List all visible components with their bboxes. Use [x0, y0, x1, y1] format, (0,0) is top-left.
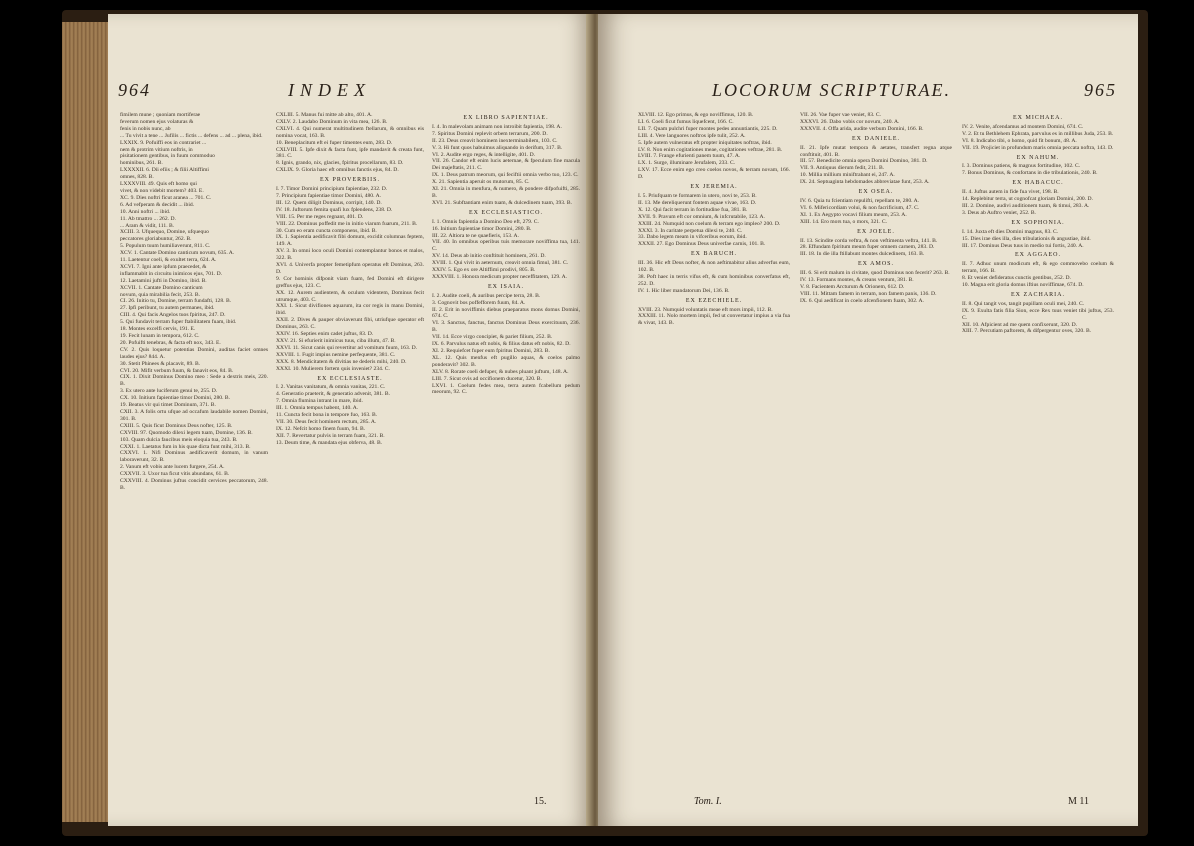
signature-mark: M 11	[1068, 796, 1090, 807]
index-entries: II. 4. Juftus autem in fide fua vivet, 198. B. 14. Replebitur terra, ut cognofcat gloriam Domini, 200. D. III. 2. Domine, audivi auditionem tuam, & timui, 283. A. 3. Deus ab Auftro veniet, 252. B.	[962, 189, 1093, 216]
section-heading: EX ZACHARIA.	[1011, 291, 1065, 298]
index-entries: I. 7. Timor Domini principium fapientiae, 232. D. 7. Principium fapientiae timor Domini, 480. A. III. 12. Quem diligit Dominus, corripit, 140. D. IV. 18. Juftorum femita quafi lux fplendens, 238. D. VIII. 15. Per me reges regnant, 401. D. VIII. 22. Dominus poffedit me in initio viarum fuarum, 211. B. 30. Cum eo eram cuncta componens, ibid. B. IX. 1. Sapientia aedificavit fibi domum, excidit columnas feptem, 149. A. XV. 3. In omni loco oculi Domini contemplantur bonos et malos, 322. B. XVI. 4. Univerfa propter femetipfum operatus eft Dominus, 263. D. 9. Cor hominis difponit viam fuam, fed Domini eft dirigere greffus ejus, 123. C. XX. 12. Aurem audientem, & oculum videntem, Dominus fecit utrumque, 403. C. XXI. 1. Sicut divifiones aquarum, ita cor regis in manu Domini, ibid. XXII. 2. Dives & pauper obviaverunt fibi, utriufque operator eft Dominus, 263. C. XXIV. 16. Septies enim cadet juftus, 83. D. XXV. 21. Si efurierit inimicus tuus, ciba illum, 47. B. XXVI. 11. Sicut canis qui revertitur ad vomitum fuum, 163. D. XXVIII. 1. Fugit impius nemine perfequente, 381. C. XXX. 8. Mendicitatem & divitias ne dederis mihi, 240. D. XXXI. 10. Mulierem fortem quis inveniet? 234. C.	[276, 186, 424, 372]
index-entries: II. 21. Ipfe mutat tempora & aetates, transfert regna atque conftituit, 401. B. III. 57. Benedicite omnia opera Domini Domino, 381. D. VII. 9. Antiquus dierum fedit, 211. B. 10. Millia millium miniftrabant ei, 247. A. IX. 24. Septuaginta hebdomades abbreviatae funt, 253. A.	[800, 144, 952, 186]
left-page	[108, 14, 592, 826]
index-entries: CXLIII. 5. Manus fui mitte ab alto, 401. A. CXLV. 2. Laudabo Dominum in vita mea, 126. B. CXLVI. 4. Qui numerat multitudinem ftellarum, & omnibus eis nomina vocat, 163. B. 10. Beneplacitum eft ei fuper timentes eum, 283. D. CXLVIII. 5. Ipfe dixit & facta funt, ipfe mandavit & creata funt, 381. C. 8. Ignis, grando, nix, glacies, fpiritus procellarum, 83. D. CXLIX. 9. Gloria haec eft omnibus fanctis ejus, 84. D.	[276, 112, 424, 174]
index-entries: XVIII. 23. Numquid voluntatis meae eft mors impii, 112. B. XXXIII. 11. Nolo mortem impii, fed ut convertatur impius a via fua & vivat, 143. B.	[638, 306, 790, 327]
section-heading: EX DANIELE.	[852, 135, 900, 142]
index-entries: III. 36. Hic eft Deus nofter, & non aeftimabitur alius adverfus eum, 102. B. 38. Poft haec in terris vifus eft, & cum hominibus converfatus eft, 252. D. IV. 1. Hic liber mandatorum Dei, 136. B.	[638, 260, 790, 294]
section-heading: EX PROVERBIIS.	[319, 177, 380, 184]
right-column-2	[800, 112, 952, 792]
index-entries: III. 6. Si erit malum in civitate, quod Dominus non fecerit? 263. B. IV. 13. Formans montes, & creans ventum, 381. B. V. 8. Facientem Arcturum & Orionem, 612. D. VIII. 11. Mittam famem in terram, non famem panis, 136. D. IX. 6. Qui aedificat in coelo afcenfionem fuam, 302. A.	[800, 270, 950, 304]
index-entries: VII. 26. Vae fuper vae veniet, 83. C. XXXVI. 26. Dabo vobis cor novum, 240. A. XXXVII. 4. Offa arida, audite verbum Domini, 166. B.	[800, 112, 924, 132]
index-entries: I. 3. Dominus patiens, & magnus fortitudine, 102. C. 7. Bonus Dominus, & confortans in die tribulationis, 240. B.	[962, 163, 1098, 177]
section-heading: EX EZECHIELE.	[685, 297, 743, 304]
index-entries: II. 7. Adhuc unum modicum eft, & ego commovebo coelum & terram, 166. B. 8. Et veniet defideratus cunctis gentibus, 252. D. 10. Magna erit gloria domus iftius noviffimae, 674. D.	[962, 261, 1114, 289]
index-entries: II. 8. Qui tangit vos, tangit pupillam oculi mei, 240. C. IX. 9. Exulta fatis filia Sion, ecce Rex tuus veniet tibi juftus, 253. C. XII. 10. Afpicient ad me quem confixerunt, 320. D. XIII. 7. Percutiam paftorem, & difpergentur oves, 320. B.	[962, 300, 1114, 335]
index-entries: I. 14. Juxta eft dies Domini magnus, 83. C. 15. Dies irae dies illa, dies tribulationis & angustiae, ibid. III. 17. Dominus Deus tuus in medio tui fortis, 240. A.	[962, 228, 1091, 249]
left-column-2	[276, 112, 424, 792]
index-entries: I. 2. Vanitas vanitatum, & omnia vanitas, 221. C. 4. Generatio praeterit, & generatio advenit, 381. B. 7. Omnia flumina intrant in mare, ibid. III. 1. Omnia tempus habent, 140. A. 11. Cuncta fecit bona in tempore fuo, 163. B. VII. 30. Deus fecit hominem rectum, 285. A. IX. 12. Nefcit homo finem fuum, 94. B. XII. 7. Revertatur pulvis in terram fuam, 321. B. 13. Deum time, & mandata ejus obferva, 48. B.	[276, 384, 391, 446]
section-heading: EX ECCLESIASTE.	[317, 375, 383, 382]
left-page-number: 964	[118, 80, 151, 100]
section-heading: EX MICHAEA.	[1013, 115, 1063, 121]
section-heading: EX NAHUM.	[1016, 154, 1060, 161]
section-heading: EX JEREMIA.	[690, 184, 738, 191]
index-entries: II. 13. Scindite corda veftra, & non veftimenta veftra, 141. B. 28. Effundam fpiritum meum fuper omnem carnem, 283. D. III. 18. In die illa ftillabunt montes dulcedinem, 163. B.	[800, 237, 938, 258]
index-entries: I. 1. Omnis fapientia a Domino Deo eft, 279. C. 16. Initium fapientiae timor Domini, 280. B. III. 22. Altiora te ne quaefieris, 153. A. VII. 40. In omnibus operibus tuis memorare noviffima tua, 141. C. XV. 14. Deus ab initio conftituit hominem, 261. D. XVIII. 1. Qui vivit in aeternum, creavit omnia fimul, 381. C. XXIV. 5. Ego ex ore Altiffimi prodivi, 805. B. XXXVIII. 1. Honora medicum propter neceffitatem, 129. A.	[432, 218, 580, 280]
index-entries: IV. 6. Quia tu fcientiam repulifti, repellam te, 280. A. VI. 6. Mifericordiam volui, & non facrificium, 47. C. XI. 1. Ex Aegypto vocavi filium meum, 253. A. XIII. 14. Ero mors tua, o mors, 321. C.	[800, 197, 920, 225]
section-heading: EX SOPHONIA.	[1011, 219, 1065, 226]
section-heading: EX HABACUC.	[1012, 180, 1064, 187]
page-edges	[62, 22, 112, 822]
right-running-title: LOCORUM SCRIPTURAE.	[712, 80, 951, 100]
signature-volume: Tom. I.	[694, 796, 722, 807]
index-entries: I. 4. In malevolam animam non introibit fapientia, 198. A. 7. Spiritus Domini replevit orbem terrarum, 200. D. II. 23. Deus creavit hominem inexterminabilem, 103. C. V. 3. Hi funt quos habuimus aliquando in derifum, 317. B. VI. 2. Audite ergo reges, & intelligite, 401. D. VII. 26. Candor eft enim lucis aeternae, & fpeculum fine macula Dei majeftatis, 211. C. IX. 1. Deus patrum meorum, qui feciftii omnia verbo tuo, 123. C. X. 21. Sapientia aperuit os mutorum, 85. C. XI. 21. Omnia in menfura, & numero, & pondere difpofuifti, 285. B. XVI. 21. Subftantiam enim tuam, & dulcedinem tuam, 393. B.	[432, 123, 580, 206]
index-entries: IV. 2. Venite, afcendamus ad montem Domini, 674. C. V. 2. Et tu Bethlehem Ephrata, parvulus es in millibus Juda, 253. B. VI. 8. Indicabo tibi, o homo, quid fit bonum, 48. A. VII. 19. Projiciet in profundum maris omnia peccata noftra, 143. D.	[962, 123, 1114, 151]
section-heading: EX LIBRO SAPIENTIAE.	[463, 115, 549, 121]
section-heading: EX JOELE.	[857, 228, 895, 235]
right-column-1	[638, 112, 790, 792]
section-heading: EX AMOS.	[857, 261, 894, 268]
section-heading: EX AGGAEO.	[1015, 252, 1061, 259]
right-column-3	[962, 112, 1114, 792]
right-page	[598, 14, 1138, 826]
left-column-1	[120, 112, 268, 792]
section-heading: EX OSEA.	[858, 189, 894, 196]
section-heading: EX ISAIA.	[488, 283, 524, 290]
left-catchword: 15.	[534, 796, 547, 807]
left-column-3	[432, 112, 580, 792]
index-entries: I. 2. Audite coeli, & auribus percipe terra, 28. B. 3. Cognovit bos poffefforem fuum, 84. A. II. 2. Erit in noviffimis diebus praeparatus mons domus Domini, 674. C. VI. 3. Sanctus, fanctus, fanctus Dominus Deus exercituum, 236. B. VII. 14. Ecce virgo concipiet, & pariet filium, 252. B. IX. 6. Parvulus natus eft nobis, & filius datus eft nobis, 82. D. XI. 2. Requiefcet fuper eum fpiritus Domini, 283. B. XL. 12. Quis menfus eft pugillo aquas, & coelos palmo ponderavit? 302. B. XLV. 8. Rorate coeli defuper, & nubes pluant juftum, 148. A. LIII. 7. Sicut ovis ad occifionem ducetur, 320. B. LXVI. 1. Coelum fedes mea, terra autem fcabellum pedum meorum, 92. C.	[432, 292, 580, 396]
left-running-title: INDEX	[288, 80, 371, 100]
index-entries: XLVIII. 12. Ego primus, & ego noviffimus, 120. B. LI. 6. Coeli ficut fumus liquefcent, 166. C. LII. 7. Quam pulchri fuper montes pedes annuntiantis, 225. D. LIII. 4. Vere languores noftros ipfe tulit, 252. A. 5. Ipfe autem vulneratus eft propter iniquitates noftras, ibid. LV. 8. Non enim cogitationes meae, cogitationes veftrae, 281. B. LVIII. 7. Frange efurienti panem tuum, 47. A. LX. 1. Surge, illuminare Jerufalem, 233. C. LXV. 17. Ecce enim ego creo coelos novos, & terram novam, 166. D.	[638, 112, 790, 181]
index-entries: fimilem mune ; quoniam mortiferae feverum nomen ejus volaturas & fenis in nobis nunc, ab ... Tu vivit a tene ... Jufilis ... fictis ... defens ... ad ... plena, ibid. LXXIX. 9. Pofuiffi eos in contrariet ... nem & protrim vitium noftris, in pisitationem gentibus, in fuum commoduo hominibus, 261. B. LXXXXII. 6. Dii efiis ; & filii Altiffimi omnes, 828. B. LXXXVIII. 49. Quis eft homo qui vivet, & non videbit mortem? 403. E. XC. 9. Dies noftri ficut aranea ... 701. C. 6. Ad vefperam & decidit ... ibid. 10. Anni noftri ... ibid. 11. Ab tmattro ... 262. D. ... Aram & vidit, 111. B. XCIII. 3. Ufquequo, Domine, ufquequo peccatores gloriabuntur, 262. B. 5. Populum tuum humiliaverunt, 811. C. XCV. 1. Cantate Domino canticum novum, 635. A. 11. Laetentur coeli, & exultet terra, 624. A. XCVI. 7. Igni ante ipfum praecedet, & inflammabit in circuitu inimicos ejus, 701. D. 12. Laetamini jufti in Domino, ibid. B. XCVII. 1. Cantate Domino canticum novum, quia mirabilia fecit, 253. B. CI. 26. Initio tu, Domine, terram fundafti, 128. B. 27. Ipfi peribunt, tu autem permanes, ibid. CIII. 4. Qui facis Angelos tuos fpiritus, 247. D. 5. Qui fundavit terram fuper ftabilitatem fuam, ibid. 18. Montes excelfi cervis, 191. E. 19. Fecit lunam in tempora, 612. C. 20. Pofuifti tenebras, & facta eft nox, 343. E. CV. 2. Quis loquetur potentias Domini, auditas faciet omnes laudes ejus? 844. A. 30. Stetit Phinees & placavit, 89. B. CVI. 20. Mifit verbum fuum, & fanavit eos, 84. B. CIX. 1. Dixit Dominus Domino meo : Sede a dextris meis, 220. B. 3. Ex utero ante luciferum genui te, 255. D. CX. 10. Initium fapientiae timor Domini, 280. B. 19. Beatus vir qui timet Dominum, 371. B. CXII. 3. A folis ortu ufque ad occafum laudabile nomen Domini, 301. B. CXIII. 5. Quis ficut Dominus Deus nofter, 125. B. CXVIII. 97. Quomodo dilexi legem tuam, Domine, 136. B. 103. Quam dulcia faucibus meis eloquia tua, 243. B. CXXI. 1. Laetatus fum in his quae dicta funt mihi, 313. B. CXXVI. 1. Nifi Dominus aedificaverit domum, in vanum laboraverunt, 32. B. 2. Vanum eft vobis ante lucem furgere, 254. A. CXXVII. 3. Uxor tua ficut vitis abundans, 61. B. CXXVIII. 4. Dominus juftus concidit cervices peccatorum, 248. B.	[120, 112, 268, 491]
index-entries: I. 5. Priufquam te formarem in utero, novi te, 253. B. II. 13. Me dereliquerunt fontem aquae vivae, 163. D. X. 12. Qui facit terram in fortitudine fua, 381. B. XVII. 9. Pravum eft cor omnium, & infcrutabile, 123. A. XXIII. 24. Numquid non coelum & terram ego impleo? 200. D. XXXI. 3. In caritate perpetua dilexi te, 240. C. 33. Dabo legem meam in vifceribus eorum, ibid. XXXII. 27. Ego Dominus Deus univerfae carnis, 101. B.	[638, 192, 781, 248]
right-page-number: 965	[1084, 80, 1117, 100]
section-heading: EX BARUCH.	[690, 251, 737, 258]
section-heading: EX ECCLESIASTICO.	[469, 209, 543, 216]
